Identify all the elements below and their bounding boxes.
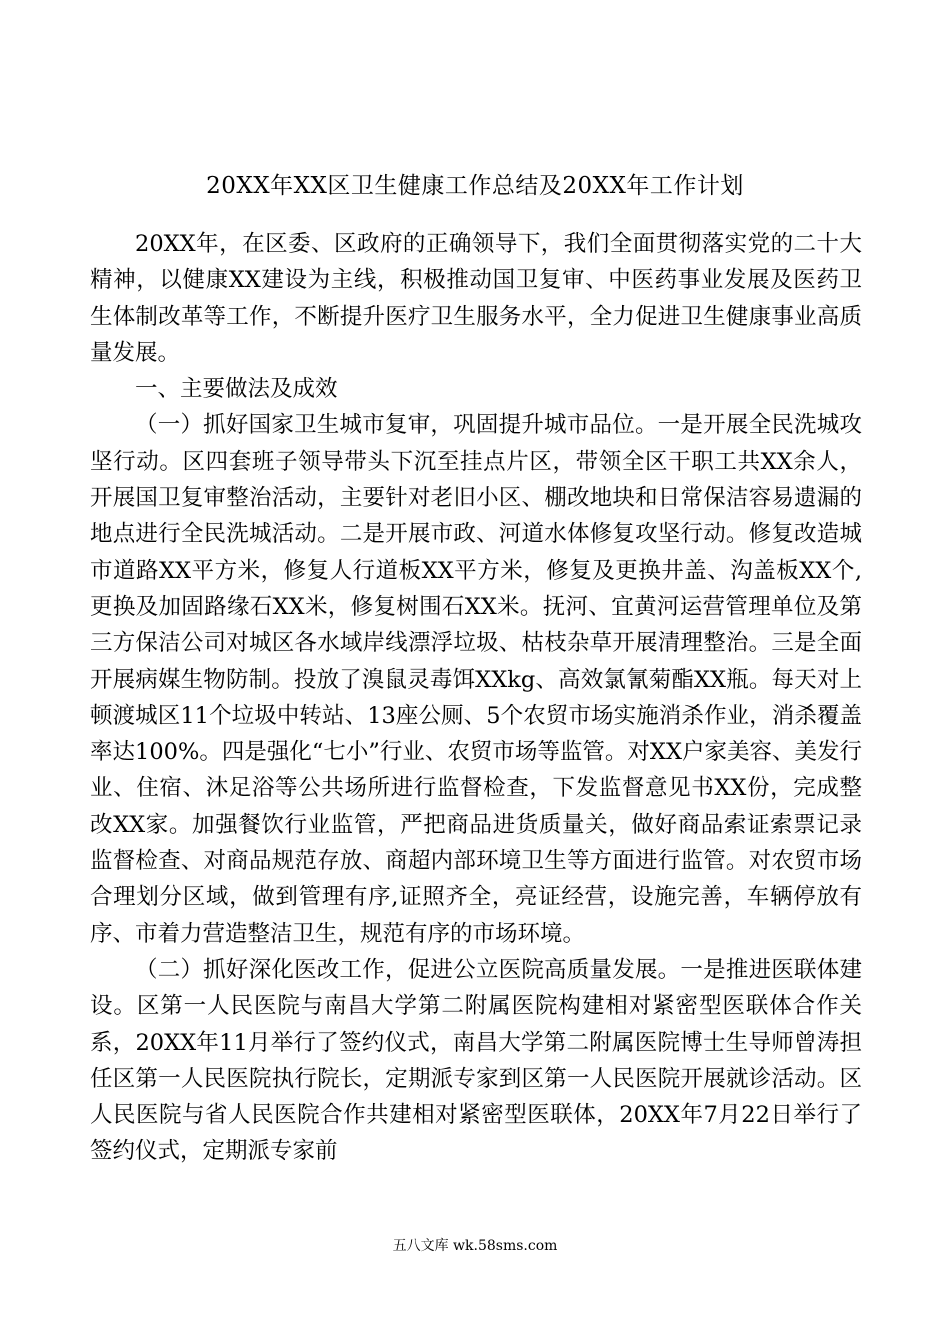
document-title: 20XX年XX区卫生健康工作总结及20XX年工作计划 bbox=[206, 173, 744, 199]
item-one-paragraph: （一）抓好国家卫生城市复审，巩固提升城市品位。一是开展全民洗城攻坚行动。区四套班子领导带头下沉至挂点片区，带领全区干职工共XX余人，开展国卫复审整治活动，主要针对老旧小区、棚改地块和日常保洁容易遗漏的地点进行全民洗城活动。二是开展市政、河道水体修复攻坚行动。修复改造城市道路XX平方米，修复人行道板XX平方米，修复及更换井盖、沟盖板XX个,更换及加固路缘石XX米，修复树围石XX米。抚河、宜黄河运营管理单位及第三方保洁公司对城区各水域岸线漂浮垃圾、枯枝杂草开展清理整治。三是全面开展病媒生物防制。投放了溴鼠灵毒饵XXkg、高效氯氰菊酯XX瓶。每天对上顿渡城区11个垃圾中转站、13座公厕、5个农贸市场实施消杀作业，消杀覆盖率达100%。四是强化“七小”行业、农贸市场等监管。对XX户家美容、美发行业、住宿、沐足浴等公共场所进行监督检查，下发监督意见书XX份，完成整改XX家。加强餐饮行业监管，严把商品进货质量关，做好商品索证索票记录监督检查、对商品规范存放、商超内部环境卫生等方面进行监管。对农贸市场合理划分区域，做到管理有序,证照齐全，亮证经营，设施完善，车辆停放有序、市着力营造整洁卫生，规范有序的市场环境。 bbox=[90, 412, 862, 947]
document-body bbox=[90, 226, 862, 1170]
section-heading: 一、主要做法及成效 bbox=[135, 376, 338, 403]
intro-paragraph: 20XX年，在区委、区政府的正确领导下，我们全面贯彻落实党的二十大精神，以健康XX建设为主线，积极推动国卫复审、中医药事业发展及医药卫生体制改革等工作，不断提升医疗卫生服务水平，全力促进卫生健康事业高质量发展。 bbox=[90, 231, 862, 366]
item-two-paragraph: （二）抓好深化医改工作，促进公立医院高质量发展。一是推进医联体建设。区第一人民医院与南昌大学第二附属医院构建相对紧密型医联体合作关系，20XX年11月举行了签约仪式，南昌大学第二附属医院博士生导师曾涛担任区第一人民医院执行院长，定期派专家到区第一人民医院开展就诊活动。区人民医院与省人民医院合作共建相对紧密型医联体，20XX年7月22日举行了签约仪式，定期派专家前 bbox=[90, 956, 862, 1165]
footer-watermark: 五八文库 wk.58sms.com bbox=[392, 1238, 558, 1254]
